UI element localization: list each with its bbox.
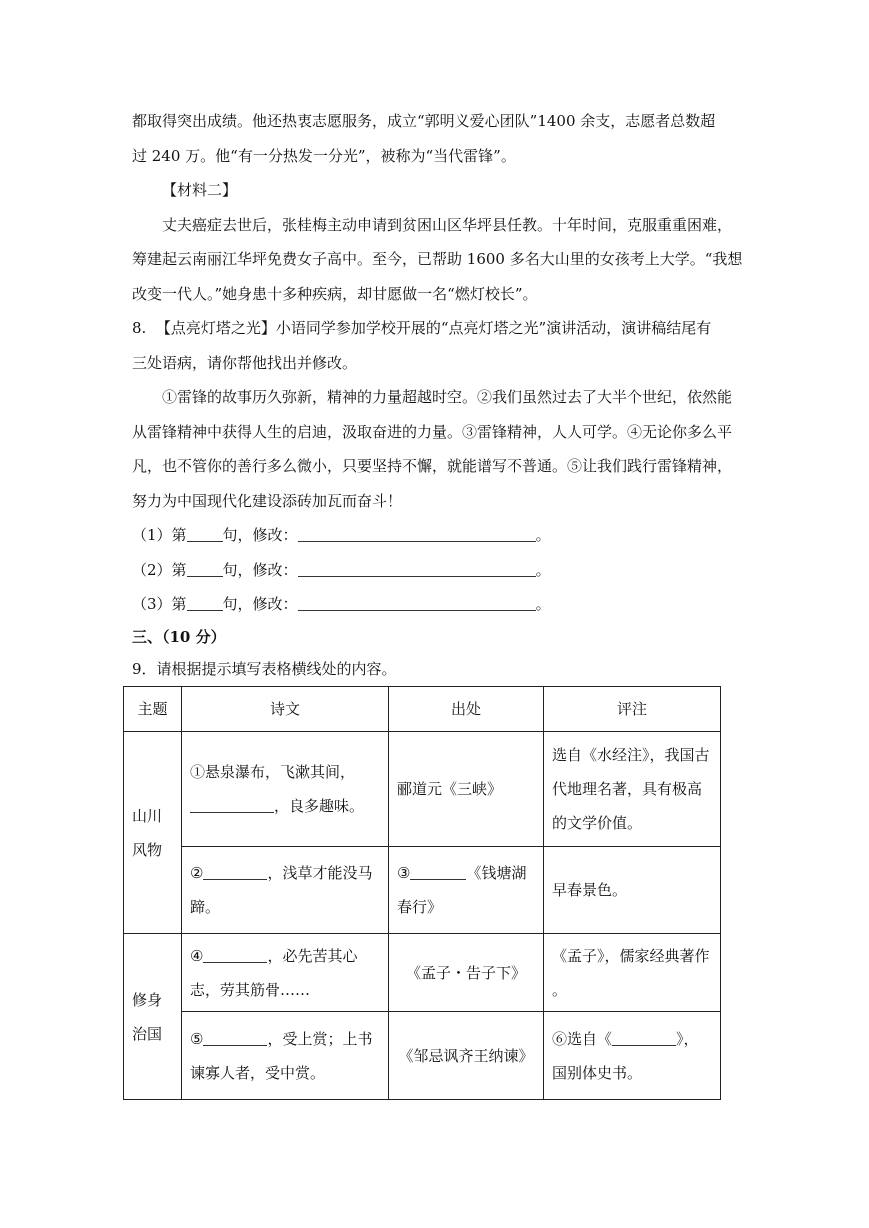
answer-mid: 句，修改： xyxy=(222,595,298,613)
note-text: 《孟子》，儒家经典著作 xyxy=(552,946,710,965)
q8-passage-line-2: 从雷锋精神中获得人生的启迪，汲取奋进的力量。③雷锋精神，人人可学。④无论你多么平 xyxy=(132,423,733,441)
poem-text: 谏寡人者，受中赏。 xyxy=(190,1063,326,1082)
material2-heading: 【材料二】 xyxy=(162,181,238,199)
header-poem: 诗文 xyxy=(182,687,389,732)
poem-cell xyxy=(182,732,389,847)
section-3-heading: 三、（10 分） xyxy=(132,628,226,646)
answer-line-1 xyxy=(132,525,551,545)
poetry-table xyxy=(123,686,721,1100)
answer-mid: 句，修改： xyxy=(222,561,298,579)
poem-blank-1[interactable] xyxy=(190,798,274,813)
theme-text: 修身 xyxy=(132,990,163,1009)
note-cell xyxy=(544,732,721,847)
note-text: 。 xyxy=(552,980,568,999)
material1-line-2: 过 240 万。他“有一分热发一分光”，被称为“当代雷锋”。 xyxy=(132,147,516,165)
header-source: 出处 xyxy=(389,687,544,732)
correction-blank[interactable] xyxy=(298,596,536,611)
question-8-text: 小语同学参加学校开展的“点亮灯塔之光”演讲活动，演讲稿结尾有 xyxy=(275,319,712,337)
table-row xyxy=(124,847,721,934)
answer-line-3 xyxy=(132,594,551,614)
poem-blank-2[interactable] xyxy=(203,865,267,880)
question-8-line-1 xyxy=(132,318,711,338)
poem-cell xyxy=(182,1012,389,1100)
note-text: 的文学价值。 xyxy=(552,814,643,832)
note-text: 国别体史书。 xyxy=(552,1063,643,1082)
answer-line-2 xyxy=(132,560,551,580)
poem-text: ⑤ xyxy=(190,1029,204,1048)
answer-end: 。 xyxy=(535,561,551,579)
material2-line-1: 丈夫癌症去世后，张桂梅主动申请到贫困山区华坪县任教。十年时间，克服重重困难， xyxy=(162,216,733,234)
header-theme: 主题 xyxy=(124,687,182,732)
sentence-number-blank[interactable] xyxy=(187,562,223,577)
sentence-number-blank[interactable] xyxy=(187,596,223,611)
correction-blank[interactable] xyxy=(298,562,536,577)
poem-blank-5[interactable] xyxy=(203,1031,267,1046)
source-cell: 《孟子・告子下》 xyxy=(389,934,544,1012)
source-cell: 郦道元《三峡》 xyxy=(389,732,544,847)
poem-text: ，必先苦其心 xyxy=(267,946,358,965)
q8-passage-line-1: ①雷锋的故事历久弥新，精神的力量超越时空。②我们虽然过去了大半个世纪，依然能 xyxy=(162,388,733,406)
theme-text: 治国 xyxy=(132,1024,163,1043)
answer-prefix: （1）第 xyxy=(132,526,187,544)
poem-text: 志，劳其筋骨…… xyxy=(190,980,311,999)
note-text: 》， xyxy=(676,1029,699,1048)
theme-cell xyxy=(124,732,182,934)
theme-cell xyxy=(124,934,182,1100)
poem-text: ，良多趣味。 xyxy=(274,797,365,815)
poem-text: ①悬泉瀑布，飞漱其间， xyxy=(190,763,356,781)
table-row xyxy=(124,934,721,1012)
source-cell xyxy=(389,847,544,934)
source-cell: 《邹忌讽齐王纳谏》 xyxy=(389,1012,544,1100)
note-blank-6[interactable] xyxy=(612,1031,676,1046)
poem-text: ，受上赏；上书 xyxy=(267,1029,373,1048)
note-text: 代地理名著，具有极高 xyxy=(552,780,703,798)
source-text: ③ xyxy=(397,864,411,882)
sentence-number-blank[interactable] xyxy=(187,527,223,542)
poem-text: ④ xyxy=(190,946,204,965)
answer-end: 。 xyxy=(535,595,551,613)
poem-cell xyxy=(182,934,389,1012)
question-9-prompt: 9．请根据提示填写表格横线处的内容。 xyxy=(132,660,397,678)
question-8-tag: 【点亮灯塔之光】 xyxy=(155,319,276,337)
source-blank-3[interactable] xyxy=(410,865,466,880)
header-note: 评注 xyxy=(544,687,721,732)
table-row xyxy=(124,1012,721,1100)
material1-line-1: 都取得突出成绩。他还热衷志愿服务，成立“郭明义爱心团队”1400 余支，志愿者总数超 xyxy=(132,112,716,130)
theme-text: 山川 xyxy=(132,806,163,825)
note-text: 选自《水经注》，我国古 xyxy=(552,746,710,764)
poem-text: 蹄。 xyxy=(190,898,221,916)
material2-line-2: 筹建起云南丽江华坪免费女子高中。至今，已帮助 1600 多名大山里的女孩考上大学。“我想 xyxy=(132,250,743,268)
answer-prefix: （2）第 xyxy=(132,561,187,579)
note-cell xyxy=(544,1012,721,1100)
material2-line-3: 改变一代人。”她身患十多种疾病，却甘愿做一名“燃灯校长”。 xyxy=(132,285,538,303)
question-8-line-2: 三处语病，请你帮他找出并修改。 xyxy=(132,354,358,372)
question-8-number: 8. xyxy=(132,319,147,337)
note-cell xyxy=(544,934,721,1012)
poem-cell xyxy=(182,847,389,934)
source-text: 春行》 xyxy=(397,898,443,916)
q8-passage-line-3: 凡，也不管你的善行多么微小，只要坚持不懈，就能谱写不普通。⑤让我们践行雷锋精神， xyxy=(132,457,733,475)
answer-mid: 句，修改： xyxy=(222,526,298,544)
table-header-row xyxy=(124,687,721,732)
table-row xyxy=(124,732,721,847)
answer-prefix: （3）第 xyxy=(132,595,187,613)
correction-blank[interactable] xyxy=(298,527,536,542)
q8-passage-line-4: 努力为中国现代化建设添砖加瓦而奋斗！ xyxy=(132,492,403,510)
poem-text: ② xyxy=(190,864,204,882)
poem-blank-4[interactable] xyxy=(203,948,267,963)
note-text: ⑥选自《 xyxy=(552,1029,613,1048)
answer-end: 。 xyxy=(535,526,551,544)
theme-text: 风物 xyxy=(132,840,163,859)
poem-text: ，浅草才能没马 xyxy=(267,864,373,882)
source-text: 《钱塘湖 xyxy=(466,864,527,882)
note-cell: 早春景色。 xyxy=(544,847,721,934)
